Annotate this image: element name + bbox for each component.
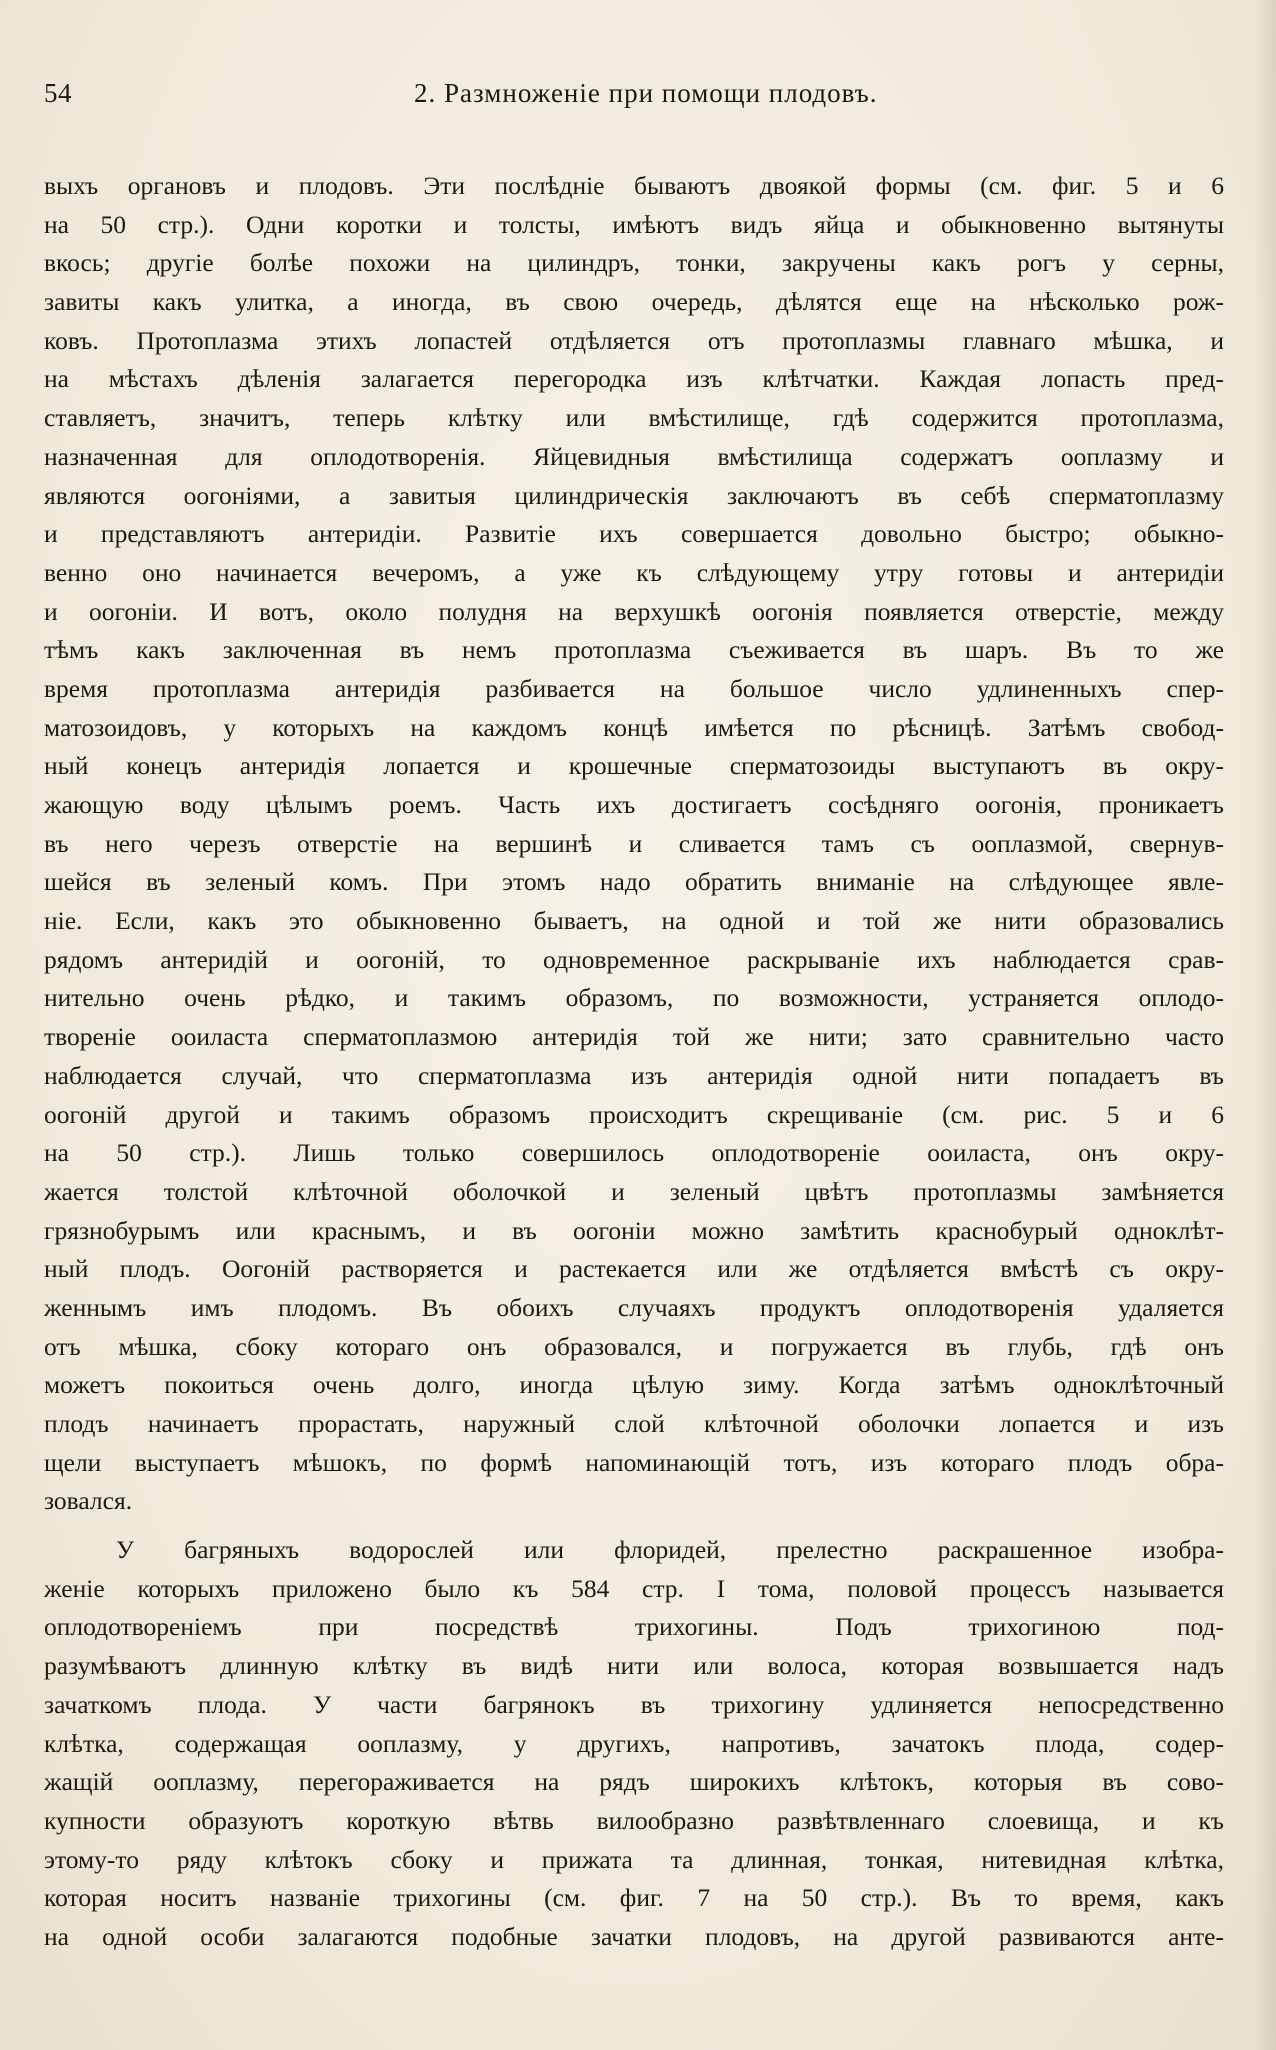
text-line: жается толстой клѣточной оболочкой и зеленый цвѣтъ протоплазмы замѣняется — [44, 1176, 1224, 1206]
text-line: жающую воду цѣлымъ роемъ. Часть ихъ достигаетъ сосѣдняго оогонія, проникаетъ — [44, 790, 1224, 819]
text-line: женіе которыхъ приложено было къ 584 стр. I тома, половой процессъ называется — [44, 1573, 1224, 1603]
text-line: оплодотвореніемъ при посредствѣ трихогины. Подъ трихогиною под- — [44, 1612, 1224, 1642]
text-line: твореніе ооиласта сперматоплазмою антеридія той же нити; зато сравнительно часто — [44, 1022, 1224, 1052]
text-line: на мѣстахъ дѣленія залагается перегородка изъ клѣтчатки. Каждая лопасть пред- — [44, 364, 1224, 394]
body-text — [44, 167, 1224, 1957]
text-line: ный плодъ. Оогоній растворяется и растекается или же отдѣляется вмѣстѣ съ окру- — [44, 1254, 1224, 1284]
text-line: грязнобурымъ или краснымъ, и въ оогоніи можно замѣтить краснобурый одноклѣт- — [44, 1215, 1224, 1245]
text-line: шейся въ зеленый комъ. При этомъ надо обратить вниманіе на слѣдующее явле- — [44, 867, 1224, 897]
text-line: время протоплазма антеридія разбивается на большое число удлиненныхъ спер- — [44, 673, 1224, 703]
text-line: завиты какъ улитка, а иногда, въ свою очередь, дѣлятся еще на нѣсколько рож- — [44, 287, 1224, 317]
text-line: назначенная для оплодотворенія. Яйцевидныя вмѣстилища содержатъ ооплазму и — [44, 441, 1224, 471]
text-line: ніе. Если, какъ это обыкновенно бываетъ, на одной и той же нити образовались — [44, 906, 1224, 936]
text-line: нительно очень рѣдко, и такимъ образомъ, по возможности, устраняется оплодо- — [44, 983, 1224, 1013]
text-line: въ него черезъ отверстіе на вершинѣ и сливается тамъ съ ооплазмой, свернув- — [44, 828, 1224, 858]
text-line: которая носитъ названіе трихогины (см. фиг. 7 на 50 стр.). Въ то время, какъ — [44, 1883, 1224, 1913]
text-line: клѣтка, содержащая ооплазму, у другихъ, напротивъ, зачатокъ плода, содер- — [44, 1728, 1224, 1758]
text-line: щели выступаетъ мѣшокъ, по формѣ напоминающій тотъ, изъ котораго плодъ обра- — [44, 1447, 1224, 1477]
text-line: У багряныхъ водорослей или флоридей, прелестно раскрашенное изобра- — [116, 1535, 1224, 1565]
text-line: наблюдается случай, что сперматоплазма изъ антеридія одной нити попадаетъ въ — [44, 1060, 1224, 1090]
text-line: зачаткомъ плода. У части багрянокъ въ трихогину удлиняется непосредственно — [44, 1689, 1224, 1719]
text-line: являются оогоніями, а завитыя цилиндрическія заключаютъ въ себѣ сперматоплазму — [44, 480, 1224, 510]
text-line: матозоидовъ, у которыхъ на каждомъ концѣ имѣется по рѣсницѣ. Затѣмъ свобод- — [44, 712, 1224, 742]
text-line: и оогоніи. И вотъ, около полудня на верхушкѣ оогонія появляется отверстіе, между — [44, 596, 1224, 626]
paragraph-gap — [44, 1521, 1224, 1531]
text-line: отъ мѣшка, сбоку котораго онъ образовался, и погружается въ глубь, гдѣ онъ — [44, 1331, 1224, 1361]
text-line: на 50 стр.). Лишь только совершилось оплодотвореніе ооиласта, онъ окру- — [44, 1138, 1224, 1168]
running-head: 2. Размноженіе при помощи плодовъ. — [414, 78, 878, 108]
text-line: этому-то ряду клѣтокъ сбоку и прижата та длинная, тонкая, нитевидная клѣтка, — [44, 1844, 1224, 1874]
text-line: женнымъ имъ плодомъ. Въ обоихъ случаяхъ продуктъ оплодотворенія удаляется — [44, 1292, 1224, 1322]
text-line: тѣмъ какъ заключенная въ немъ протоплазма съеживается въ шаръ. Въ то же — [44, 635, 1224, 665]
text-line: разумѣваютъ длинную клѣтку въ видѣ нити или волоса, которая возвышается надъ — [44, 1651, 1224, 1681]
text-line: вкось; другіе болѣе похожи на цилиндръ, тонки, закручены какъ рогъ у серны, — [44, 248, 1224, 278]
page-header — [44, 78, 1224, 118]
text-line: ковъ. Протоплазма этихъ лопастей отдѣляется отъ протоплазмы главнаго мѣшка, и — [44, 325, 1224, 355]
page-number: 54 — [44, 78, 72, 108]
text-line: на одной особи залагаются подобные зачатки плодовъ, на другой развиваются анте- — [44, 1921, 1224, 1951]
text-line: ный конецъ антеридія лопается и крошечные сперматозоиды выступаютъ въ окру- — [44, 751, 1224, 781]
text-line: рядомъ антеридій и оогоній, то одновременное раскрываніе ихъ наблюдается срав- — [44, 944, 1224, 974]
text-line: плодъ начинаетъ прорастать, наружный слой клѣточной оболочки лопается и изъ — [44, 1409, 1224, 1438]
text-line: венно оно начинается вечеромъ, а уже къ слѣдующему утру готовы и антеридіи — [44, 557, 1224, 587]
text-line: выхъ органовъ и плодовъ. Эти послѣдніе бываютъ двоякой формы (см. фиг. 5 и 6 — [44, 171, 1224, 200]
text-line: оогоній другой и такимъ образомъ происходитъ скрещиваніе (см. рис. 5 и 6 — [44, 1099, 1224, 1129]
text-line: на 50 стр.). Одни коротки и толсты, имѣютъ видъ яйца и обыкновенно вытянуты — [44, 209, 1224, 239]
text-line: и представляютъ антеридіи. Развитіе ихъ совершается довольно быстро; обыкно- — [44, 519, 1224, 549]
text-line: жащій ооплазму, перегораживается на рядъ широкихъ клѣтокъ, которыя въ сово- — [44, 1767, 1224, 1797]
text-line: зовался. — [44, 1486, 133, 1516]
text-line: купности образуютъ короткую вѣтвь вилообразно развѣтвленнаго слоевища, и къ — [44, 1805, 1224, 1835]
page-edge-shadow — [1254, 0, 1276, 2050]
text-line: можетъ покоиться очень долго, иногда цѣлую зиму. Когда затѣмъ одноклѣточный — [44, 1370, 1224, 1400]
text-line: ставляетъ, значитъ, теперь клѣтку или вмѣстилище, гдѣ содержится протоплазма, — [44, 403, 1224, 433]
